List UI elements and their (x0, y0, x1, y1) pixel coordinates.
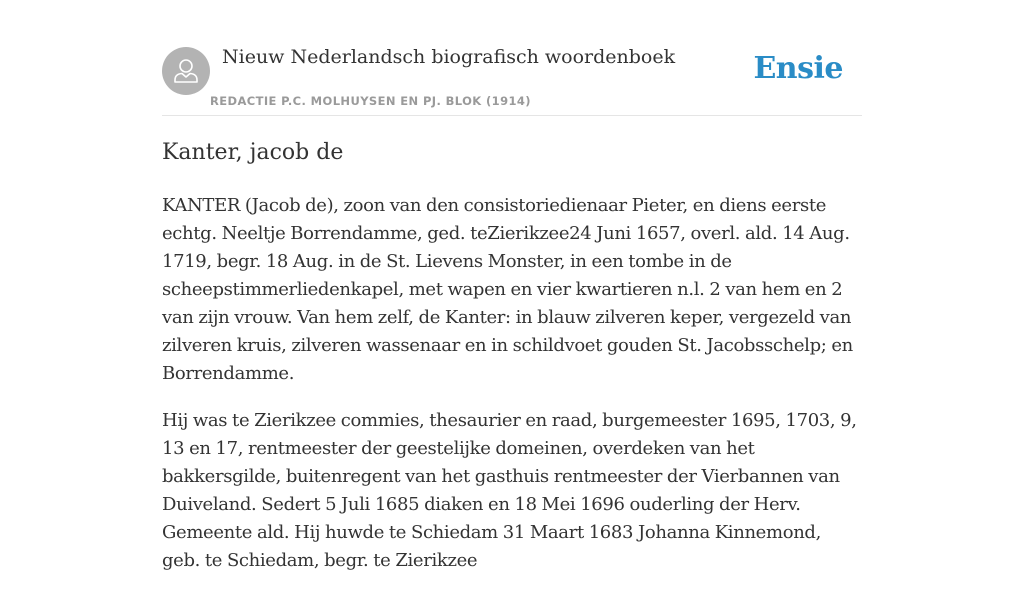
page-header (162, 0, 862, 116)
entry-paragraph: KANTER (Jacob de), zoon van den consistoriedienaar Pieter, en diens eerste echtg. Neeltje Borrendamme, ged. teZierikzee24 Juni 1657, overl. ald. 14 Aug. 1719, begr. 18 Aug. in de St. Lievens Monster, in een tombe in de scheepstimmerliedenkapel, met wapen en vier kwartieren n.l. 2 van hem en 2 van zijn vrouw. Van hem zelf, de Kanter: in blauw zilveren keper, vergezeld van zilveren kruis, zilveren wassenaar en in schildvoet gouden St. Jacobsschelp; en Borrendamme. (162, 195, 853, 384)
ensie-logo[interactable]: Ensie (753, 51, 843, 86)
book-title[interactable]: Nieuw Nederlandsch biografisch woordenboek (222, 46, 676, 68)
entry-body (162, 192, 862, 594)
page-content (162, 0, 862, 571)
entry-title: Kanter, jacob de (162, 140, 344, 165)
user-icon (162, 47, 210, 95)
editor-credit: REDACTIE P.C. MOLHUYSEN EN PJ. BLOK (1914) (210, 94, 531, 108)
author-avatar[interactable] (162, 47, 210, 95)
entry-paragraph: Hij was te Zierikzee commies, thesaurier en raad, burgemeester 1695, 1703, 9, 13 en 17, rentmeester der geestelijke domeinen, overdeken van het bakkersgilde, buitenregent van het gasthuis rentmeester der Vierbannen van Duiveland. Sedert 5 Juli 1685 diaken en 18 Mei 1696 ouderling der Herv. Gemeente ald. Hij huwde te Schiedam 31 Maart 1683 Johanna Kinnemond, geb. te Schiedam, begr. te Zierikzee (162, 410, 857, 571)
